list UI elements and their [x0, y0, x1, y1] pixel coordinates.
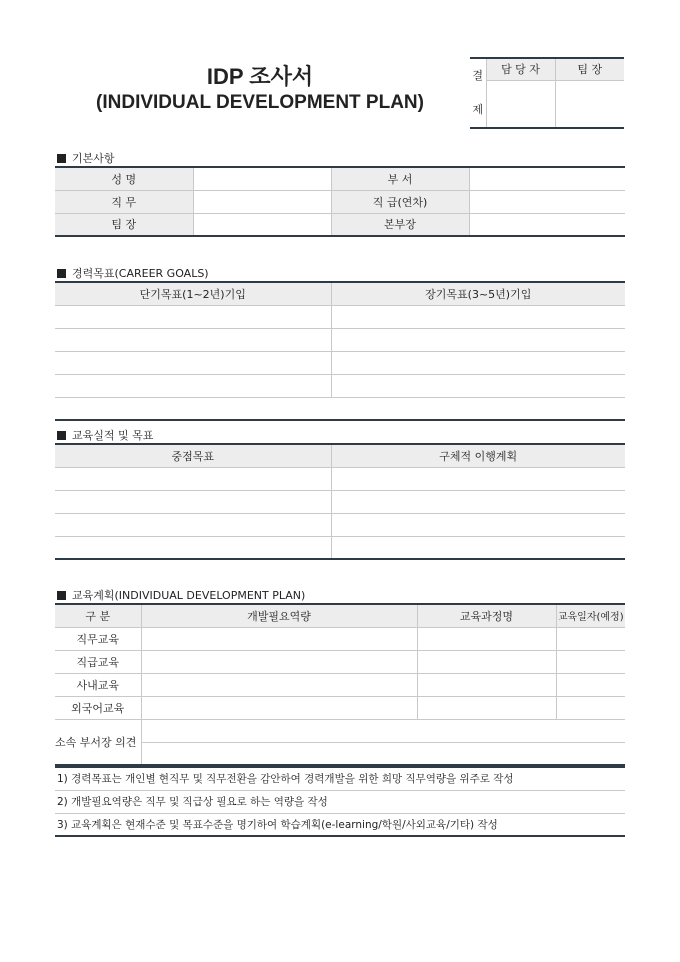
field-action-plan[interactable] [331, 536, 625, 559]
field-course-date[interactable] [556, 696, 625, 719]
approval-sign-staff[interactable] [486, 80, 555, 128]
row-label-job-training: 직무교육 [55, 627, 141, 650]
field-competency[interactable] [141, 650, 417, 673]
field-short-term[interactable] [55, 328, 331, 351]
label-rank: 직 급(연차) [331, 190, 469, 213]
header-long-term: 장기목표(3~5년)기입 [331, 282, 625, 305]
field-short-term[interactable] [55, 351, 331, 374]
section-plan-heading [57, 587, 305, 603]
field-action-plan[interactable] [331, 490, 625, 513]
row-label-rank-training: 직급교육 [55, 650, 141, 673]
note-3: 3) 교육계획은 현재수준 및 목표수준을 명기하여 학습계획(e-learning/학원/사외교육/기타) 작성 [55, 813, 625, 836]
field-course-name[interactable] [417, 650, 556, 673]
square-bullet-icon [57, 269, 66, 278]
approval-header-team-lead: 팀 장 [555, 58, 624, 80]
field-manager-opinion[interactable] [141, 742, 625, 765]
section-plan-title: 교육계획(INDIVIDUAL DEVELOPMENT PLAN) [72, 589, 306, 602]
field-focus-goal[interactable] [55, 490, 331, 513]
field-long-term[interactable] [331, 305, 625, 328]
field-action-plan[interactable] [331, 513, 625, 536]
field-focus-goal[interactable] [55, 536, 331, 559]
field-course-name[interactable] [417, 627, 556, 650]
field-competency[interactable] [141, 673, 417, 696]
field-manager-opinion[interactable] [141, 719, 625, 742]
header-competency: 개발필요역량 [141, 604, 417, 627]
field-long-term[interactable] [331, 328, 625, 351]
section-education-title: 교육실적 및 목표 [72, 429, 154, 442]
field-competency[interactable] [141, 696, 417, 719]
row-label-language-training: 외국어교육 [55, 696, 141, 719]
basic-info-table [55, 166, 625, 237]
field-focus-goal[interactable] [55, 513, 331, 536]
square-bullet-icon [57, 431, 66, 440]
label-team-lead: 팀 장 [55, 213, 193, 236]
education-plan-table [55, 603, 625, 766]
field-division-head[interactable] [469, 213, 625, 236]
field-competency[interactable] [141, 627, 417, 650]
header-action-plan: 구체적 이행계획 [331, 444, 625, 467]
field-long-term[interactable] [331, 351, 625, 374]
field-focus-goal[interactable] [55, 467, 331, 490]
label-job: 직 무 [55, 190, 193, 213]
career-goals-table [55, 281, 625, 421]
header-course-name: 교육과정명 [417, 604, 556, 627]
page-title: IDP 조사서 [206, 64, 314, 89]
row-label-manager-opinion: 소속 부서장 의견 [55, 719, 141, 765]
field-team-lead[interactable] [193, 213, 331, 236]
label-division-head: 본부장 [331, 213, 469, 236]
label-name: 성 명 [55, 167, 193, 190]
section-career-heading [57, 265, 209, 281]
education-goals-table [55, 443, 625, 560]
section-career-title: 경력목표(CAREER GOALS) [72, 267, 209, 280]
header-focus-goal: 중점목표 [55, 444, 331, 467]
square-bullet-icon [57, 591, 66, 600]
square-bullet-icon [57, 154, 66, 163]
notes-table [55, 766, 625, 837]
field-action-plan[interactable] [331, 467, 625, 490]
approval-side-label [470, 58, 486, 128]
field-long-term[interactable] [331, 374, 625, 397]
field-career-extra[interactable] [55, 397, 625, 420]
field-job[interactable] [193, 190, 331, 213]
row-label-internal-training: 사내교육 [55, 673, 141, 696]
approval-label-bottom: 제 [472, 103, 484, 116]
section-basic-title: 기본사항 [72, 152, 115, 165]
field-department[interactable] [469, 167, 625, 190]
page-subtitle: (INDIVIDUAL DEVELOPMENT PLAN) [96, 92, 424, 113]
approval-sign-team-lead[interactable] [555, 80, 624, 128]
field-short-term[interactable] [55, 305, 331, 328]
field-course-date[interactable] [556, 627, 625, 650]
label-department: 부 서 [331, 167, 469, 190]
header-category: 구 분 [55, 604, 141, 627]
field-course-date[interactable] [556, 673, 625, 696]
approval-label-top: 결 [472, 69, 484, 82]
section-basic-heading [57, 150, 115, 166]
field-short-term[interactable] [55, 374, 331, 397]
section-education-heading [57, 427, 153, 443]
field-rank[interactable] [469, 190, 625, 213]
header-course-date: 교육일자(예정) [556, 604, 625, 627]
approval-header-staff: 담 당 자 [486, 58, 555, 80]
approval-box [470, 57, 624, 129]
note-1: 1) 경력목표는 개인별 현직무 및 직무전환을 감안하여 경력개발을 위한 희망 직무역량을 위주로 작성 [57, 773, 514, 786]
field-course-date[interactable] [556, 650, 625, 673]
header-short-term: 단기목표(1~2년)기입 [55, 282, 331, 305]
field-course-name[interactable] [417, 673, 556, 696]
field-name[interactable] [193, 167, 331, 190]
note-2: 2) 개발필요역량은 직무 및 직급상 필요로 하는 역량을 작성 [55, 790, 625, 813]
field-course-name[interactable] [417, 696, 556, 719]
